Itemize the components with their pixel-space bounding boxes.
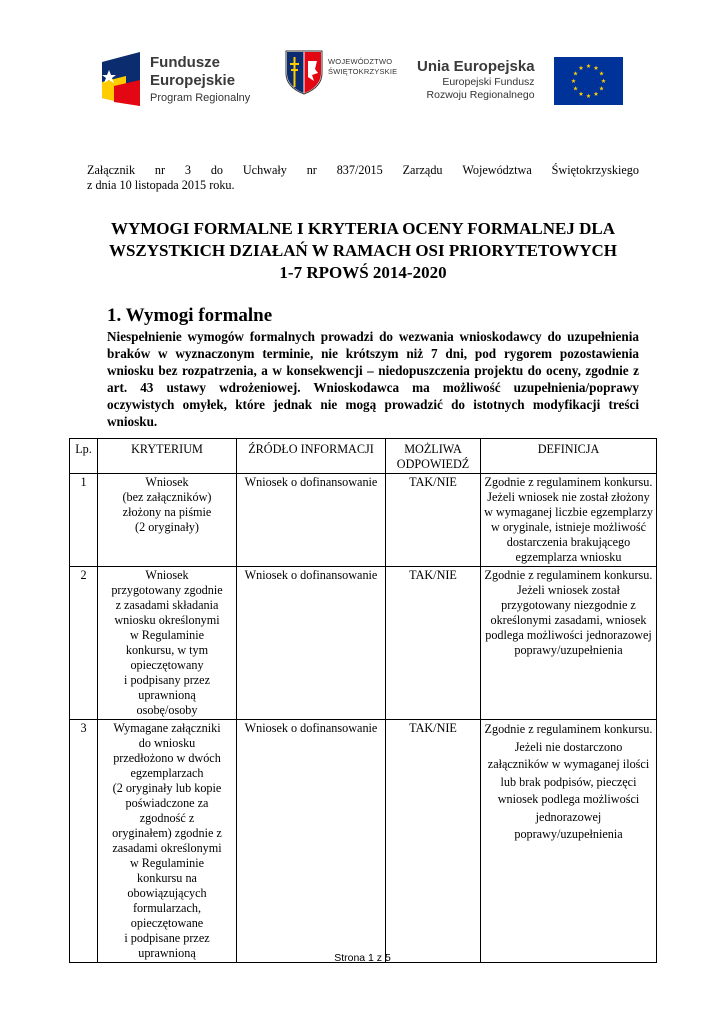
header-answer-line2: ODPOWIEDŹ [396, 457, 470, 471]
cell-definition-line: w oryginale, istnieje możliwość [490, 520, 647, 534]
section-body: Niespełnienie wymogów formalnych prowadzi do wezwania wnioskodawcy do uzupełnienia braków w wyznaczonym terminie, nie krótszym niż 7 dni, pod rygorem pozostawienia wniosku bez rozpatrzenia, a w konsekwencji – niedopuszczenia projektu do oceny, zgodnie z art. 43 ustawy wdrożeniowej. Wnioskodawca ma możliwość uzupełnienia/poprawy oczywistych omyłek, które jednak nie mogą prowadzić do istotnych modyfikacji treści wniosku. [107, 329, 639, 429]
attachment-note-line2: z dnia 10 listopada 2015 roku. [87, 178, 235, 192]
attachment-note [87, 163, 639, 193]
table-row [70, 720, 657, 963]
table-row [70, 474, 657, 567]
cell-definition [481, 567, 657, 720]
logo-header [0, 44, 725, 114]
eu-flag-icon [554, 57, 623, 105]
cell-definition-line: lub brak podpisów, pieczęci [500, 774, 637, 789]
cell-definition-line: Jeżeli wniosek został [517, 583, 620, 597]
cell-answer: TAK/NIE [386, 567, 481, 720]
header-source: ŹRÓDŁO INFORMACJI [237, 439, 386, 474]
note-word: Zarządu [402, 163, 443, 177]
title-line2: WSZYSTKICH DZIAŁAŃ W RAMACH OSI PRIORYTETOWYCH [108, 241, 618, 260]
region-wordmark [328, 57, 397, 77]
cell-lp: 3 [70, 720, 98, 963]
cell-definition-line: dostarczenia brakującego [506, 535, 631, 549]
cell-criterion-line: złożony na piśmie [122, 505, 212, 519]
cell-criterion-line: (2 oryginały) [135, 520, 199, 534]
section-heading: 1. Wymogi formalne [107, 305, 273, 326]
cell-criterion-line: i podpisane przez [124, 931, 210, 945]
table-header-row [70, 439, 657, 474]
cell-criterion-line: opieczętowane [130, 916, 204, 930]
cell-criterion-line: uprawnioną [138, 688, 196, 702]
note-word: Województwa [462, 163, 532, 177]
note-word: Uchwały [242, 163, 287, 177]
cell-criterion-line: egzemplarzach [130, 766, 204, 780]
eu-line2: Europejski Fundusz [442, 76, 535, 88]
cell-definition-line: w wymaganej liczbie egzemplarzy [484, 505, 653, 519]
cell-criterion-line: formularzach, [132, 901, 201, 915]
eu-wordmark [417, 58, 535, 102]
cell-criterion-line: uprawnioną [138, 946, 196, 960]
cell-definition-line: załączników w wymaganej ilości [487, 757, 650, 771]
header-definition: DEFINICJA [481, 439, 657, 474]
cell-criterion-line: wniosku określonymi [114, 613, 220, 627]
cell-criterion-line: Wymagane załączniki [113, 721, 221, 735]
cell-criterion-line: przygotowany zgodnie [111, 583, 223, 597]
european-funds-logo [100, 52, 145, 106]
cell-definition-line: wniosek podlega możliwości [497, 792, 640, 806]
cell-definition-line: Zgodnie z regulaminem konkursu. [484, 568, 653, 582]
cell-definition [481, 474, 657, 567]
cell-definition-line: Jeżeli wniosek nie został złożony [487, 490, 650, 504]
cell-definition-line: poprawy/uzupełnienia [514, 643, 623, 657]
cell-criterion-line: Wniosek [145, 475, 189, 489]
note-word: nr [154, 163, 166, 177]
cell-criterion-line: konkursu, w tym [125, 643, 209, 657]
cell-criterion-line: Wniosek [145, 568, 189, 582]
cell-lp: 2 [70, 567, 98, 720]
cell-criterion [98, 474, 237, 567]
header-criterion: KRYTERIUM [98, 439, 237, 474]
cell-source: Wniosek o dofinansowanie [237, 720, 386, 963]
note-word: Świętokrzyskiego [551, 163, 639, 177]
eu-line1: Unia Europejska [417, 58, 535, 75]
cell-criterion-line: w Regulaminie [129, 628, 205, 642]
cell-definition-line: podlega możliwości jednorazowej [485, 628, 652, 642]
cell-answer: TAK/NIE [386, 720, 481, 963]
title-line1: WYMOGI FORMALNE I KRYTERIA OCENY FORMALNEJ DLA [110, 219, 616, 238]
european-funds-wordmark [150, 54, 250, 105]
cell-definition-line: Zgodnie z regulaminem konkursu. [484, 475, 653, 489]
coat-of-arms-icon [284, 49, 324, 95]
title-line3: 1-7 RPOWŚ 2014-2020 [279, 263, 447, 282]
cell-criterion-line: zasadami określonymi [112, 841, 222, 855]
header-answer [386, 439, 481, 474]
cell-criterion-line: z zasadami składania [115, 598, 219, 612]
funds-line3: Program Regionalny [150, 92, 251, 104]
cell-source: Wniosek o dofinansowanie [237, 567, 386, 720]
cell-definition-line: określonymi zasadami, wniosek [490, 613, 647, 627]
cell-criterion-line: konkursu na [137, 871, 197, 885]
cell-answer: TAK/NIE [386, 474, 481, 567]
note-word: 837/2015 [336, 163, 383, 177]
attachment-note-line1 [87, 163, 639, 178]
cell-criterion-line: (bez załączników) [122, 490, 212, 504]
cell-criterion-line: przedłożono w dwóch [113, 751, 221, 765]
cell-criterion [98, 720, 237, 963]
note-word: nr [306, 163, 317, 177]
cell-definition [481, 720, 657, 963]
page-number: Strona 1 z 5 [334, 952, 391, 964]
header-lp: Lp. [70, 439, 98, 474]
cell-criterion-line: zgodność z [139, 811, 195, 825]
eu-line3: Rozwoju Regionalnego [426, 89, 535, 101]
cell-criterion-line: w Regulaminie [129, 856, 205, 870]
cell-lp: 1 [70, 474, 98, 567]
cell-definition-line: Jeżeli nie dostarczono [514, 739, 623, 754]
table-row [70, 567, 657, 720]
cell-definition-line: egzemplarza wniosku [515, 550, 622, 564]
funds-line1: Fundusze [150, 54, 220, 71]
cell-criterion [98, 567, 237, 720]
cell-definition-line: przygotowany niezgodnie z [501, 598, 636, 612]
cell-criterion-line: oryginałem) zgodnie z [112, 826, 222, 840]
region-line2: ŚWIĘTOKRZYSKIE [328, 67, 398, 76]
cell-criterion-line: obowiązujących [127, 886, 207, 900]
cell-definition-line: poprawy/uzupełnienia [514, 827, 623, 841]
cell-criterion-line: osobę/osoby [136, 703, 198, 717]
cell-criterion-line: i podpisany przez [124, 673, 210, 687]
header-answer-line1: MOŻLIWA [404, 442, 462, 456]
note-word: 3 [184, 163, 191, 177]
cell-definition-line: jednorazowej [535, 809, 602, 824]
criteria-table [69, 438, 657, 963]
region-line1: WOJEWÓDZTWO [328, 57, 393, 66]
cell-criterion-line: (2 oryginały lub kopie [112, 781, 222, 795]
cell-criterion-line: opieczętowany [130, 658, 204, 672]
note-word: Załącznik [87, 163, 136, 177]
cell-criterion-line: do wniosku [138, 736, 196, 750]
cell-source: Wniosek o dofinansowanie [237, 474, 386, 567]
cell-criterion-line: poświadczone za [125, 796, 209, 810]
cell-definition-line: Zgodnie z regulaminem konkursu. [484, 722, 653, 736]
note-word: do [210, 163, 224, 177]
funds-line2: Europejskie [150, 72, 236, 89]
document-title [87, 218, 639, 284]
